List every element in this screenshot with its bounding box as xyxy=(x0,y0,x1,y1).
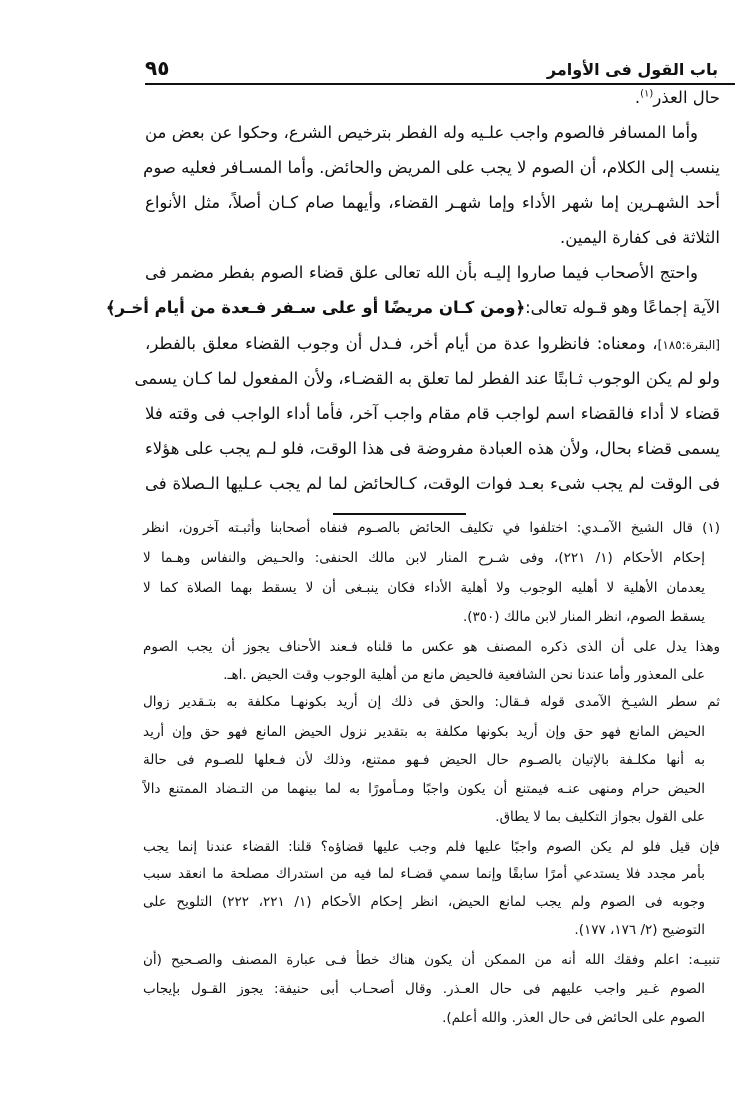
text-line: واحتج الأصحاب فيما صاروا إليـه بأن الله تعالى علق قضاء الصوم بفطر مضمر فى xyxy=(145,263,698,282)
footnote-line: بأمر مجدد فلا يستدعي أمرًا سابقًا وإنما سمي قضـاء لما فيه من استدراك مصلحة ما انعقد سبب xyxy=(143,866,705,882)
line-text: حال العذر xyxy=(653,88,720,107)
footnote-line: (١) قال الشيخ الآمـدي: اختلفوا في تكليف الحائض بالصـوم فنفاه أصحابنا وأثبـته آخرون، انظر xyxy=(143,520,720,536)
quran-verse: ﴿ومن كـان مريضًا أو على سـفر فـعدة من أيام أخـر﴾ xyxy=(105,298,526,317)
footnote-line: الحيض المانع فهو حق وإن أريد بكونها مكلفة به بتقدير نزول الحيض المانع فهو حق وإن أريد xyxy=(143,724,705,740)
header-rule xyxy=(145,83,735,85)
text-line: حال العذر$^{(١)}$. xyxy=(634,88,720,107)
text-line: ينسب إلى الكلام، أن الصوم لا يجب على المريض والحائض. وأما المسـافر فعليه صوم xyxy=(143,158,720,177)
footnote-line: تنبيـه: اعلم وفقك الله أنه من الممكن أن يكون هناك خطأ فـى عبارة المصنف والصـحيح (أن xyxy=(143,952,720,968)
footnote-line: ثم سطر الشيـخ الآمدى قوله فـقال: والحق فى ذلك إن أريد بكونهـا مكلفة به بتـقدير زوال xyxy=(143,694,720,710)
text-line: يسمى قضاء بحال، ولأن هذه العبادة مفروضة فى هذا الوقت، فلو لـم يجب على هؤلاء xyxy=(145,439,720,458)
footnote-rule xyxy=(333,513,466,515)
footnote-line: إحكام الأحكام (١/ ٢٢١)، وفى شـرح المنار لابن مالك الحنفى: والحـيض والنفاس وهـما لا xyxy=(143,550,705,566)
footnote-line: على المعذور وأما عندنا نحن الشافعية فالحيض مانع من أهلية الوجوب وقت الحيض .اهـ. xyxy=(223,667,705,683)
running-header-title: باب القول فى الأوامر xyxy=(546,60,718,79)
footnote-line: فإن قيل فلو لم يكن الصوم واجبًا عليها فلم وجب عليها قضاؤه؟ قلنا: القضاء عندنا إنما يجب xyxy=(143,839,720,855)
text-line: فى الوقت لم يجب شىء بعـد فوات الوقت، كـالحائض لما لم يجب عـليها الـصلاة فى xyxy=(145,474,720,493)
text-line xyxy=(105,298,720,317)
line-text: الآية إجماعًا وهو قـوله تعالى: xyxy=(525,298,720,317)
footnote-line: الصوم غـير واجب عليهم فى حال العـذر. وقال أصحـاب أبى حنيفة: يجوز القـول بإيجاب xyxy=(143,981,705,997)
text-line: قضاء لا أداء فالقضاء اسم لواجب قام مقام واجب آخر، فأما أداء الواجب فى وقته فلا xyxy=(145,404,720,423)
page-number: ٩٥ xyxy=(145,56,170,80)
text-line: ولو لم يكن الوجوب ثـابتًا عند الفطر لما تعلق به القضـاء، ولأن المفعول لما كـان يسمى xyxy=(134,369,720,388)
footnote-line: على القول بجواز التكليف بما لا يطاق. xyxy=(495,809,705,825)
line-text: ، ومعناه: فانظروا عدة من أيام أخر، فـدل أن وجوب القضاء معلق بالفطر، xyxy=(145,334,658,353)
text-line xyxy=(145,334,720,353)
footnote-line: وجوبه فى الصوم ولم يجب لمانع الحيض، انظر إحكام الأحكام (١/ ٢٢١، ٢٢٢) التلويح على xyxy=(143,894,706,910)
text-line: وأما المسافر فالصوم واجب علـيه وله الفطر بترخيص الشرع، وحكوا عن بعض من xyxy=(145,123,698,142)
footnote-line: التوضيح (٢/ ١٧٦، ١٧٧). xyxy=(574,922,705,938)
text-line: أحد الشهـرين إما شهر الأداء وإما شهـر القضاء، وأيهما صام كـان أصلاً، مثل الأنواع xyxy=(145,193,720,212)
footnote-line: الحيض حرام ومنهى عنـه فيمتنع أن يكون واجبًا ومـأمورًا به لما بينهما من التـضاد الممتنع دالاً xyxy=(143,781,705,797)
text-line: الثلاثة فى كفارة اليمين. xyxy=(559,228,720,247)
footnote-line: به أنها مكلـفة بالإتيان بالصـوم حال الحيض فـهو ممتنع، وذلك لأن فـعلها للصـوم فى حالة xyxy=(143,752,705,768)
footnote-line: الصوم على الحائض فى حال العذر. والله أعلم). xyxy=(442,1010,705,1026)
footnote-line: يسقط الصوم، انظر المنار لابن مالك (٣٥٠). xyxy=(462,609,705,625)
verse-reference: [البقرة:١٨٥] xyxy=(657,338,720,352)
footnote-ref[interactable]: (١) xyxy=(640,88,654,100)
footnote-line: وهذا يدل على أن الذى ذكره المصنف هو عكس ما قلناه فـعند الأحناف يجوز أن يجب الصوم xyxy=(143,639,720,655)
footnote-line: يعدمان الأهلية لا أهليه الوجوب ولا أهلية الأداء فكان ينبـغى أن لا يسقط بهما الصلاة كما لا xyxy=(143,580,705,596)
